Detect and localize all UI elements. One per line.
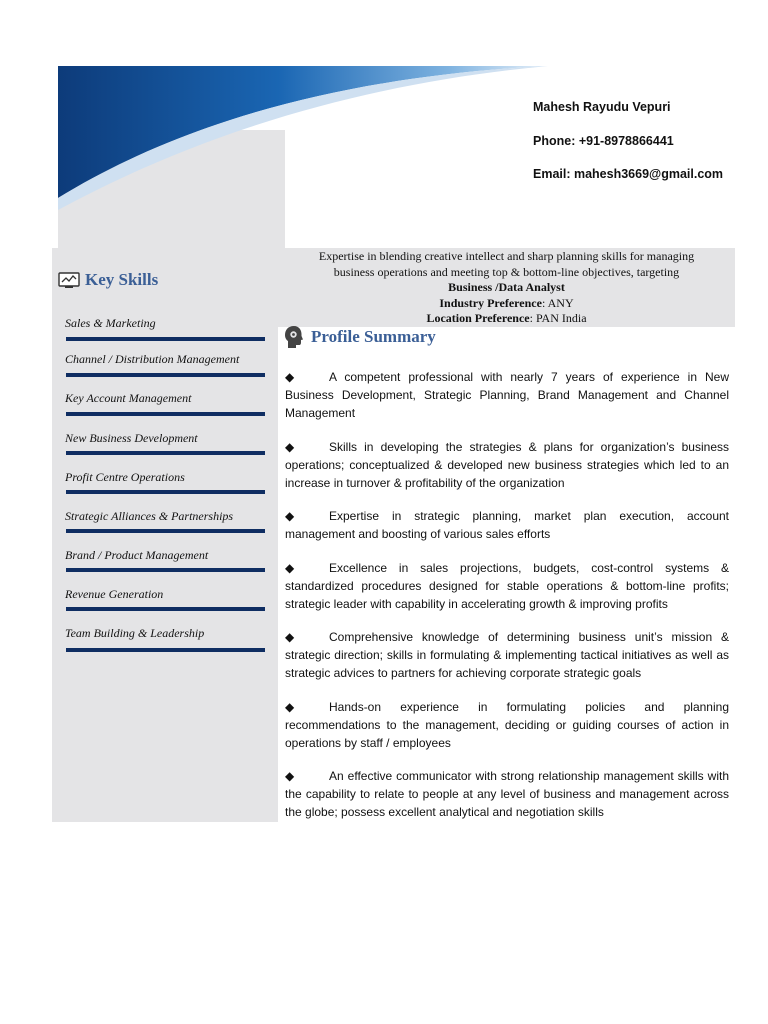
key-skills-heading [58,270,158,290]
skill-item: Key Account Management [65,391,192,405]
location-label: Location Preference [426,311,530,325]
objective-banner [278,248,735,327]
header-swoosh [58,66,558,246]
diamond-bullet-icon: ◆ [285,561,295,575]
skill-item: Strategic Alliances & Partnerships [65,509,234,523]
key-skills-title: Key Skills [85,270,159,289]
profile-bullet [285,767,729,821]
skill-item: Brand / Product Management [65,548,209,562]
profile-bullet [285,628,729,682]
email-text: Email: mahesh3669@gmail.com [533,167,724,181]
profile-bullet [285,368,729,422]
banner-line-1: Expertise in blending creative intellect and sharp planning skills for managing [318,249,695,263]
diamond-bullet-icon: ◆ [285,440,295,454]
skill-divider [66,648,265,652]
skill-item: New Business Development [65,431,198,445]
skill-item: Team Building & Leadership [65,626,205,640]
diamond-bullet-icon: ◆ [285,370,295,384]
location-value: : PAN India [529,311,587,325]
industry-value: : ANY [541,295,574,310]
skill-divider [66,373,265,377]
diamond-bullet-icon: ◆ [285,630,295,644]
skill-divider [66,490,265,494]
skill-divider [66,568,265,572]
profile-summary-heading [284,325,436,349]
banner-role: Business /Data Analyst [448,280,565,294]
profile-bullet-text: A competent professional with nearly 7 years of experience in New Business Development, Strategic Planning, Brand Management and Channel Management [285,370,729,420]
profile-bullet [285,698,729,752]
profile-bullet [285,507,729,543]
profile-summary-title: Profile Summary [311,327,436,346]
profile-bullet-text: Skills in developing the strategies & plans for organization’s business operations; conceptualized & developed new business strategies which led to an increase in turnover & profitability of the organization [285,440,729,490]
phone-text: Phone: +91-8978866441 [533,134,674,148]
candidate-name: Mahesh Rayudu Vepuri [533,100,671,114]
banner-line-2: business operations and meeting top & bottom-line objectives, targeting [333,264,680,279]
skill-item: Channel / Distribution Management [65,352,240,366]
skill-item: Profit Centre Operations [65,470,185,484]
skill-divider [66,412,265,416]
monitor-chart-icon [58,271,80,289]
skill-item: Sales & Marketing [65,316,156,330]
skill-item: Revenue Generation [65,587,164,601]
skill-divider [66,607,265,611]
diamond-bullet-icon: ◆ [285,700,295,714]
profile-bullet-text: An effective communicator with strong relationship management skills with the capability to relate to people at any level of business and management across the globe; possess excellent analytical and negotiation skills [285,769,729,819]
skill-divider [66,529,265,533]
profile-bullet-text: Comprehensive knowledge of determining business unit’s mission & strategic direction; skills in formulating & implementing tactical initiatives as well as strategic advices to partners for achieving corporate strategic goals [285,630,729,680]
head-gear-icon [284,325,304,349]
industry-label: Industry Preference [439,295,542,310]
skill-divider [66,451,265,455]
profile-bullet-text: Hands-on experience in formulating policies and planning recommendations to the management, deciding or guiding courses of action in operations by staff / employees [285,700,729,750]
skill-divider [66,337,265,341]
profile-bullet [285,559,729,613]
diamond-bullet-icon: ◆ [285,509,295,523]
profile-bullet [285,438,729,492]
key-skills-panel [52,248,278,822]
profile-bullet-text: Expertise in strategic planning, market plan execution, account management and boosting of various sales efforts [285,509,729,541]
diamond-bullet-icon: ◆ [285,769,295,783]
profile-bullet-text: Excellence in sales projections, budgets, cost-control systems & standardized procedures designed for stable operations & bottom-line profits; strategic leader with capability in accelerating growth & improving profits [285,561,729,611]
